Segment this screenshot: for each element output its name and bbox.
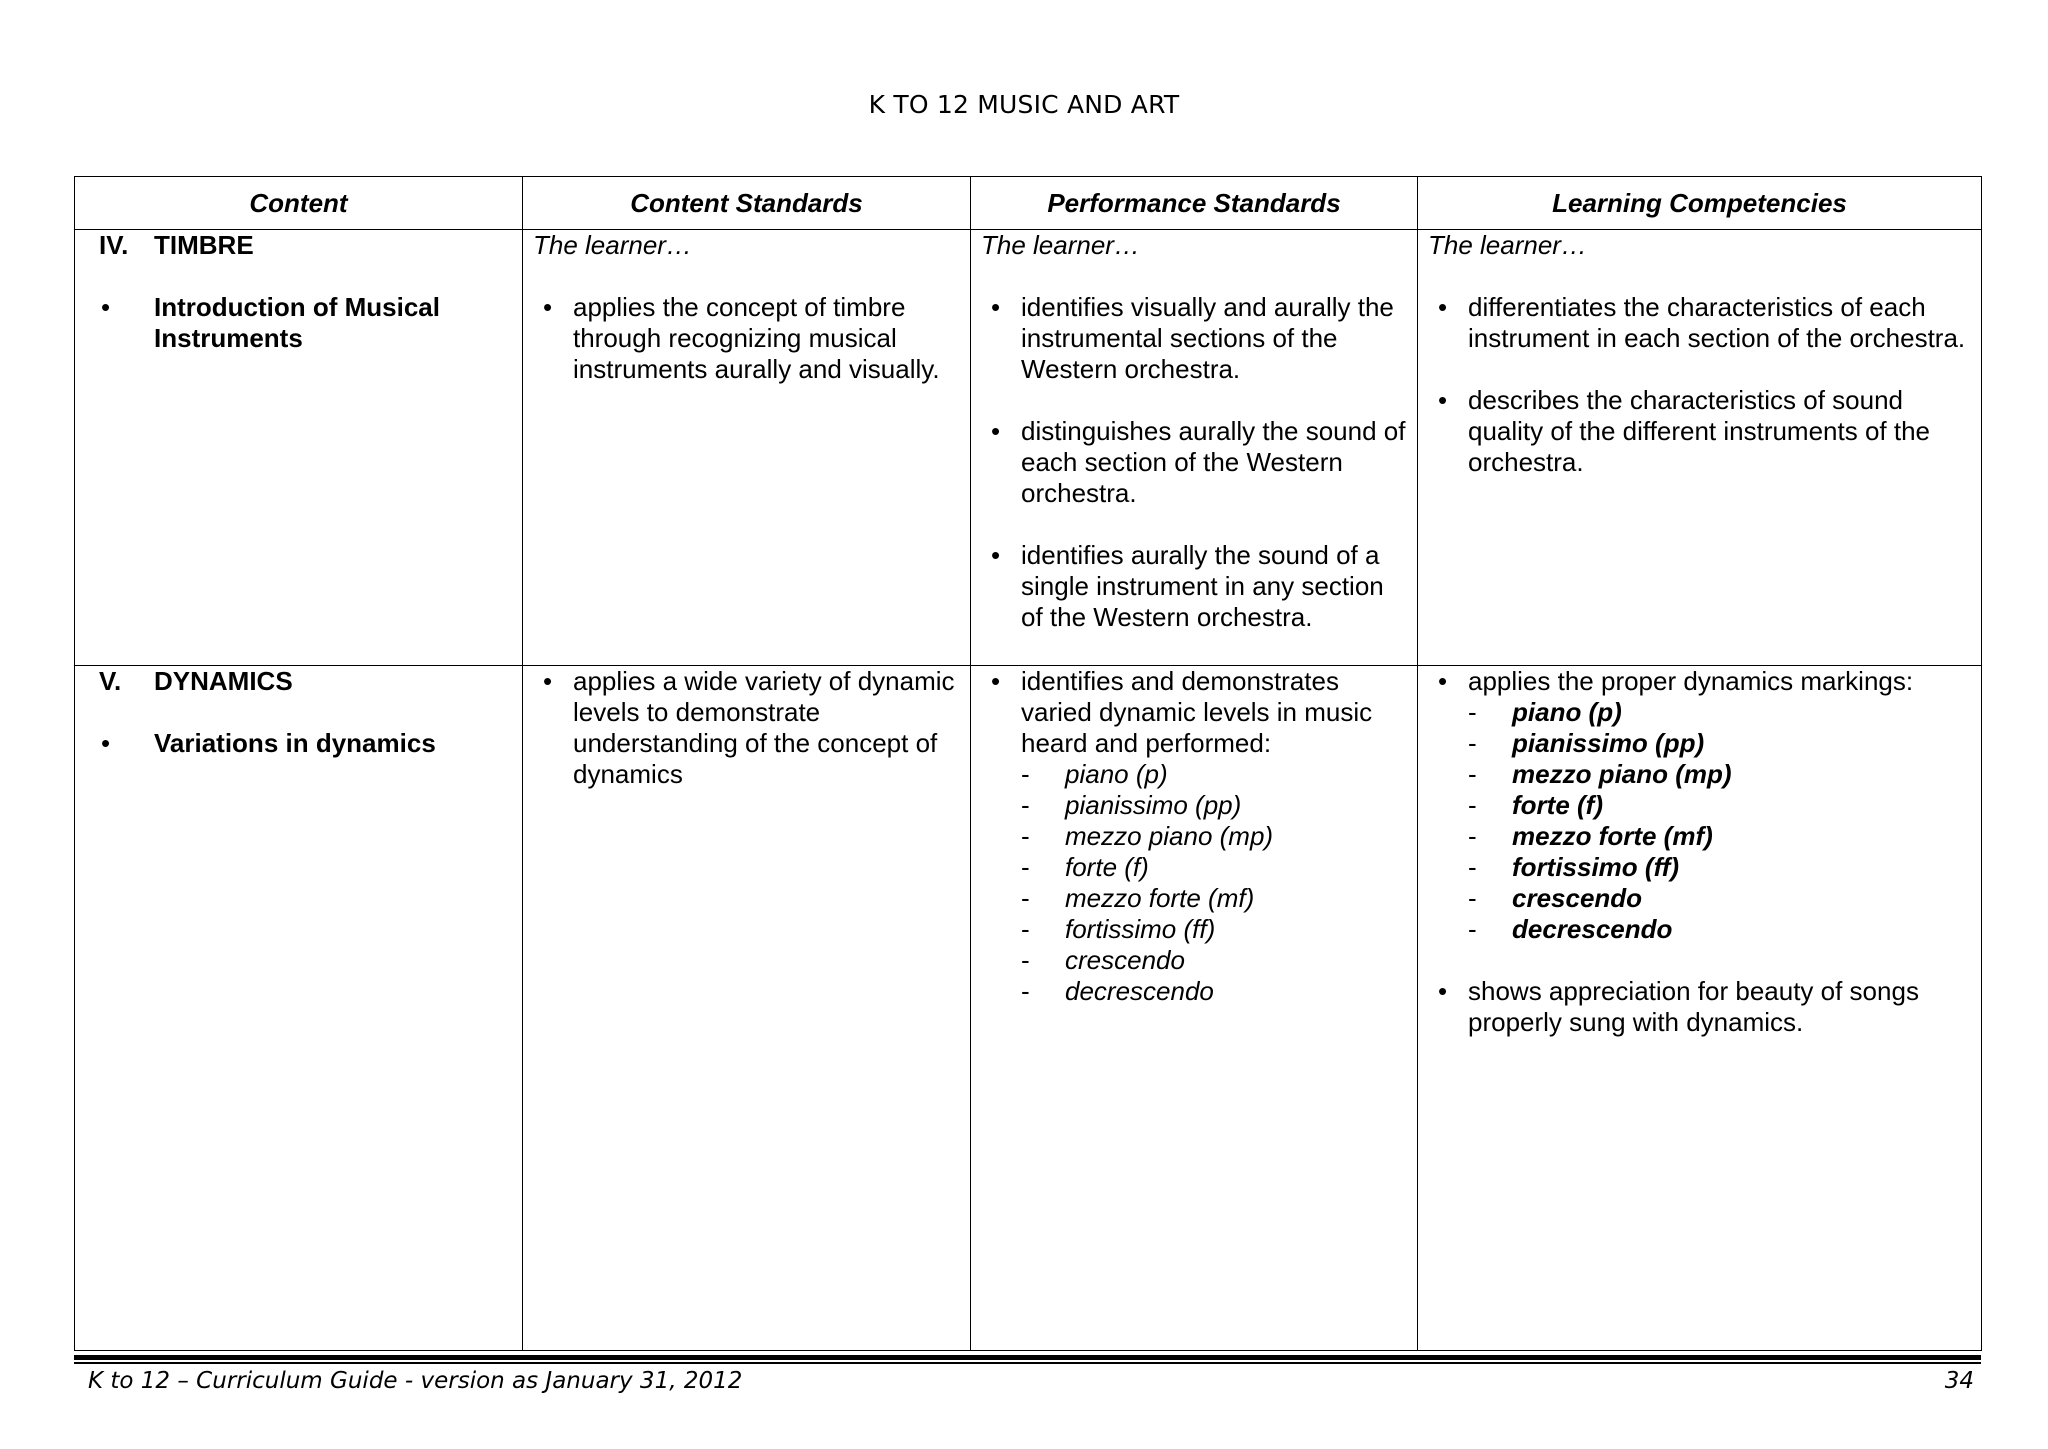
table-row-dynamics	[75, 666, 1982, 1351]
dash-item: - piano (p)	[1021, 759, 1168, 789]
table-header-row	[75, 177, 1982, 230]
content-standards-list	[533, 666, 960, 790]
page-header-title: K TO 12 MUSIC AND ART	[868, 90, 1180, 119]
content-standards-list	[533, 292, 960, 385]
bullet-icon: •	[991, 540, 1001, 570]
curriculum-table	[74, 176, 1982, 1351]
subtopic-item	[99, 292, 514, 354]
cell-learning-competencies-dynamics	[1418, 666, 1982, 1351]
list-item: • describes the characteristics of sound quality of the different instruments of the orchestra.	[1428, 385, 1971, 478]
list-item-text: identifies and demonstrates varied dynamic levels in music heard and performed:	[1021, 666, 1373, 758]
bullet-icon: •	[101, 292, 111, 322]
dash-item: - forte (f)	[1468, 790, 1603, 820]
list-item: • identifies visually and aurally the instrumental sections of the Western orchestra.	[981, 292, 1407, 385]
bullet-icon: •	[991, 416, 1001, 446]
section-heading	[99, 666, 514, 697]
footer-version-text: K to 12 – Curriculum Guide - version as January 31, 2012	[88, 1368, 743, 1394]
list-item: • shows appreciation for beauty of songs properly sung with dynamics.	[1428, 976, 1971, 1038]
cell-performance-standards-timbre	[971, 230, 1418, 666]
list-item: • distinguishes aurally the sound of each section of the Western orchestra.	[981, 416, 1407, 509]
bullet-icon: •	[543, 666, 553, 696]
cell-content-standards-timbre	[523, 230, 971, 666]
bullet-icon: •	[991, 666, 1001, 696]
learner-intro: The learner…	[1428, 230, 1587, 260]
bullet-icon: •	[1438, 385, 1448, 415]
dash-item: - mezzo forte (mf)	[1021, 883, 1255, 913]
section-topic: DYNAMICS	[154, 666, 293, 696]
dash-item: - fortissimo (ff)	[1021, 914, 1216, 944]
learning-competencies-list	[1428, 666, 1971, 1038]
list-item	[1428, 666, 1971, 945]
cell-content-dynamics	[75, 666, 523, 1351]
dash-item: - crescendo	[1021, 945, 1185, 975]
header-content-standards: Content Standards	[523, 177, 971, 230]
learner-intro: The learner…	[981, 230, 1140, 260]
header-content: Content	[75, 177, 523, 230]
section-heading	[99, 230, 514, 261]
list-item: • differentiates the characteristics of each instrument in each section of the orchestra.	[1428, 292, 1971, 354]
performance-standards-list	[981, 666, 1407, 1007]
footer-page-number: 34	[1944, 1368, 1974, 1394]
subtopic-item	[99, 728, 514, 759]
learning-competencies-list	[1428, 292, 1971, 478]
list-item: • applies a wide variety of dynamic levels to demonstrate understanding of the concept of dynamics	[533, 666, 960, 790]
bullet-icon: •	[991, 292, 1001, 322]
dash-item: - mezzo forte (mf)	[1468, 821, 1713, 851]
list-item-text: applies the proper dynamics markings:	[1468, 666, 1914, 696]
learner-intro: The learner…	[533, 230, 692, 260]
dash-item: - crescendo	[1468, 883, 1643, 913]
cell-content-timbre	[75, 230, 523, 666]
section-numeral: V.	[99, 666, 122, 696]
list-item	[981, 666, 1407, 1007]
dynamics-markings-list	[1468, 697, 1971, 945]
dash-item: - piano (p)	[1468, 697, 1622, 727]
list-item: • applies the concept of timbre through recognizing musical instruments aurally and visually.	[533, 292, 960, 385]
bullet-icon: •	[1438, 976, 1448, 1006]
bullet-icon: •	[543, 292, 553, 322]
footer-rule-thick	[74, 1355, 1981, 1360]
cell-content-standards-dynamics	[523, 666, 971, 1351]
footer-rule-thin	[74, 1362, 1981, 1364]
cell-performance-standards-dynamics	[971, 666, 1418, 1351]
list-item: • identifies aurally the sound of a single instrument in any section of the Western orchestra.	[981, 540, 1407, 633]
bullet-icon: •	[1438, 292, 1448, 322]
subtopic-text: Variations in dynamics	[154, 728, 436, 758]
table-row-timbre	[75, 230, 1982, 666]
dash-item: - decrescendo	[1468, 914, 1673, 944]
dash-item: - decrescendo	[1021, 976, 1214, 1006]
subtopic-text: Introduction of Musical Instruments	[154, 292, 440, 353]
bullet-icon: •	[101, 728, 111, 758]
dash-item: - forte (f)	[1021, 852, 1149, 882]
bullet-icon: •	[1438, 666, 1448, 696]
performance-standards-list	[981, 292, 1407, 633]
dash-item: - mezzo piano (mp)	[1021, 821, 1274, 851]
dash-item: - pianissimo (pp)	[1468, 728, 1705, 758]
header-performance-standards: Performance Standards	[971, 177, 1418, 230]
dash-item: - mezzo piano (mp)	[1468, 759, 1732, 789]
dynamics-dash-list	[1021, 759, 1407, 1007]
section-topic: TIMBRE	[154, 230, 254, 260]
header-learning-competencies: Learning Competencies	[1418, 177, 1982, 230]
section-numeral: IV.	[99, 230, 129, 260]
dash-item: - pianissimo (pp)	[1021, 790, 1242, 820]
cell-learning-competencies-timbre	[1418, 230, 1982, 666]
dash-item: - fortissimo (ff)	[1468, 852, 1680, 882]
